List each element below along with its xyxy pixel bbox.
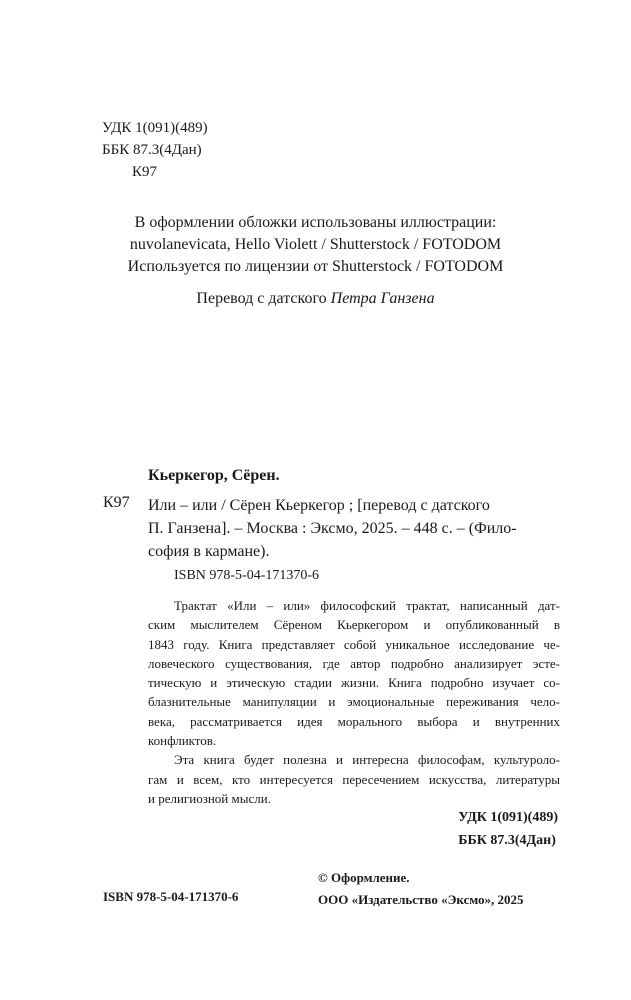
copyright-line: © Оформление.: [318, 870, 410, 885]
credits-line: Используется по лицензии от Shutterstock / FOTODOM: [127, 258, 504, 275]
copyright-block: [318, 867, 524, 911]
bibliographic-description: [148, 494, 560, 563]
udk-code: УДК 1(091)(489): [458, 810, 558, 825]
catalog-author-heading: Кьеркегор, Сёрен.: [148, 467, 280, 484]
abstract-line: гам и всем, кто интересуется пересечением искусства, литературы: [148, 771, 560, 787]
credits-line: В оформлении обложки использованы иллюстрации:: [134, 214, 497, 231]
abstract-line: тическую и этическую стадии жизни. Книга подробно изучает со-: [148, 675, 560, 691]
translator-prefix: Перевод с датского: [196, 290, 331, 307]
abstract-line: и религиозной мысли.: [148, 790, 271, 806]
credits-line: nuvolanevicata, Hello Violett / Shutterstock / FOTODOM: [129, 236, 502, 253]
author-mark: К97: [132, 164, 158, 180]
abstract-line: Эта книга будет полезна и интересна философам, культуроло-: [174, 752, 560, 768]
biblio-line: Или – или / Сёрен Кьеркегор ; [перевод с датского: [148, 497, 490, 514]
abstract-paragraph: [148, 596, 560, 750]
catalog-author-mark: К97: [103, 494, 130, 511]
abstract-line: ским мыслителем Сёреном Кьеркегором и опубликованный в: [148, 617, 560, 633]
cover-credits: [0, 212, 631, 278]
top-classification-block: [102, 117, 208, 183]
copyright-line: ООО «Издательство «Эксмо», 2025: [318, 892, 524, 907]
bbk-code: ББК 87.3(4Дан): [458, 833, 556, 848]
abstract-line: 1843 году. Книга представляет собой уникальное исследование че-: [148, 636, 560, 652]
footer-isbn: ISBN 978-5-04-171370-6: [103, 889, 239, 904]
abstract-line: конфликтов.: [148, 733, 217, 749]
abstract-line: века, рассматривается идея морального выбора и внутренних: [148, 713, 560, 729]
udk-code: УДК 1(091)(489): [102, 120, 208, 136]
catalog-isbn: ISBN 978-5-04-171370-6: [174, 568, 320, 583]
abstract-line: Трактат «Или – или» философский трактат, написанный дат-: [174, 598, 560, 613]
translator-credit: [0, 290, 631, 308]
bbk-code: ББК 87.3(4Дан): [102, 142, 202, 158]
biblio-line: П. Ганзена]. – Москва : Эксмо, 2025. – 448 с. – (Фило-: [148, 520, 517, 537]
biblio-line: софия в кармане).: [148, 543, 270, 560]
abstract-line: блазнительные манипуляции и эмоциональные переживания чело-: [148, 694, 560, 710]
abstract: [148, 596, 560, 808]
bottom-classification-block: [458, 806, 558, 852]
abstract-paragraph: [148, 750, 560, 808]
abstract-line: ловеческого существования, где автор подробно анализирует эсте-: [148, 655, 560, 671]
translator-name: Петра Ганзена: [330, 290, 435, 307]
